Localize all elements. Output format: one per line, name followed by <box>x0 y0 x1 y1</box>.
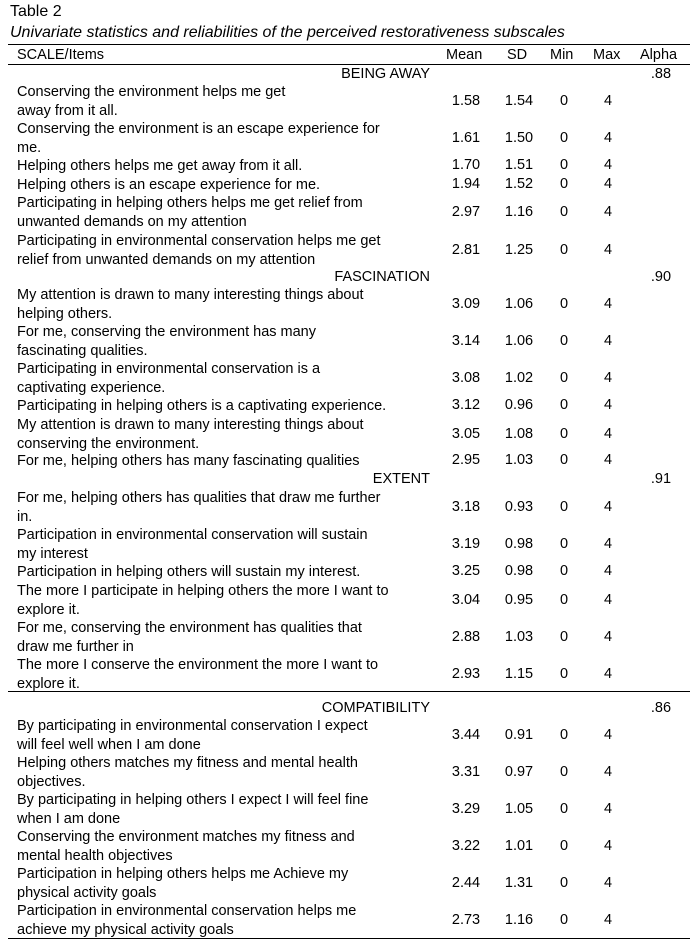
item-line: Conserving the environment matches my fitness and <box>17 829 355 845</box>
item-text <box>17 416 443 453</box>
cell-max: 4 <box>603 875 613 891</box>
item-line: conserving the environment. <box>17 435 200 452</box>
cell-sd: 0.95 <box>504 592 534 608</box>
cell-sd: 1.03 <box>504 629 534 645</box>
section-title: COMPATIBILITY <box>321 700 430 716</box>
item-text <box>17 563 443 582</box>
cell-mean: 3.25 <box>451 563 481 579</box>
item-line: my interest <box>17 545 88 562</box>
cell-sd: 0.91 <box>504 727 534 743</box>
item-line: Participating in helping others helps me get relief from <box>17 195 363 211</box>
item-line: Conserving the environment is an escape experience for <box>17 121 380 137</box>
cell-max: 4 <box>603 242 613 258</box>
item-text <box>17 656 443 693</box>
cell-mean: 2.88 <box>451 629 481 645</box>
item-line: Participation in helping others helps me Achieve my <box>17 866 349 882</box>
item-line: me. <box>17 139 42 156</box>
item-text <box>17 286 443 323</box>
cell-mean: 2.97 <box>451 204 481 220</box>
item-line: explore it. <box>17 675 80 692</box>
cell-sd: 1.52 <box>504 176 534 192</box>
cell-max: 4 <box>603 666 613 682</box>
cell-min: 0 <box>559 176 569 192</box>
section-title: BEING AWAY <box>341 66 430 82</box>
section-alpha: .86 <box>650 700 672 716</box>
cell-sd: 0.98 <box>504 563 534 579</box>
cell-mean: 3.14 <box>451 333 481 349</box>
cell-max: 4 <box>603 801 613 817</box>
item-line: Helping others helps me get away from it all. <box>17 158 303 174</box>
table-label: Table 2 <box>10 3 62 20</box>
cell-max: 4 <box>603 296 613 312</box>
cell-mean: 1.61 <box>451 130 481 146</box>
cell-min: 0 <box>559 242 569 258</box>
item-line: The more I participate in helping others the more I want to <box>17 583 389 599</box>
item-text <box>17 83 443 120</box>
cell-max: 4 <box>603 204 613 220</box>
cell-sd: 1.05 <box>504 801 534 817</box>
table-caption: Univariate statistics and reliabilities of the perceived restorativeness subscales <box>10 24 565 41</box>
cell-mean: 2.73 <box>451 912 481 928</box>
item-line: By participating in helping others I expect I will feel fine <box>17 792 369 808</box>
item-line: Participation in helping others will sustain my interest. <box>17 564 361 580</box>
cell-sd: 1.50 <box>504 130 534 146</box>
item-text <box>17 619 443 656</box>
item-line: captivating experience. <box>17 379 166 396</box>
cell-sd: 1.16 <box>504 204 534 220</box>
section-alpha: .90 <box>650 269 672 285</box>
cell-max: 4 <box>603 452 613 468</box>
item-line: The more I conserve the environment the more I want to <box>17 657 379 673</box>
cell-mean: 3.18 <box>451 499 481 515</box>
section-rule <box>8 691 690 692</box>
cell-max: 4 <box>603 93 613 109</box>
cell-max: 4 <box>603 333 613 349</box>
item-text <box>17 176 443 195</box>
item-text <box>17 582 443 619</box>
item-line: Participating in environmental conservation helps me get <box>17 233 381 249</box>
cell-min: 0 <box>559 801 569 817</box>
item-line: when I am done <box>17 810 121 827</box>
cell-min: 0 <box>559 333 569 349</box>
cell-sd: 1.03 <box>504 452 534 468</box>
header-sd: SD <box>507 47 528 63</box>
cell-min: 0 <box>559 296 569 312</box>
cell-max: 4 <box>603 592 613 608</box>
item-line: physical activity goals <box>17 884 157 901</box>
cell-min: 0 <box>559 764 569 780</box>
cell-mean: 3.12 <box>451 397 481 413</box>
item-text <box>17 120 443 157</box>
item-text <box>17 194 443 231</box>
cell-max: 4 <box>603 499 613 515</box>
cell-max: 4 <box>603 629 613 645</box>
item-line: My attention is drawn to many interesting things about <box>17 287 364 303</box>
item-line: helping others. <box>17 305 113 322</box>
cell-sd: 0.96 <box>504 397 534 413</box>
cell-max: 4 <box>603 838 613 854</box>
cell-min: 0 <box>559 875 569 891</box>
item-text <box>17 323 443 360</box>
cell-min: 0 <box>559 629 569 645</box>
cell-mean: 2.44 <box>451 875 481 891</box>
item-text <box>17 397 443 416</box>
cell-min: 0 <box>559 838 569 854</box>
item-text <box>17 865 443 902</box>
cell-mean: 2.93 <box>451 666 481 682</box>
item-text <box>17 902 443 939</box>
item-text <box>17 452 443 471</box>
cell-mean: 3.29 <box>451 801 481 817</box>
header-mean: Mean <box>446 47 483 63</box>
cell-sd: 1.06 <box>504 333 534 349</box>
item-line: Participating in environmental conservation is a <box>17 361 321 377</box>
cell-max: 4 <box>603 397 613 413</box>
item-text <box>17 232 443 269</box>
cell-sd: 0.93 <box>504 499 534 515</box>
item-line: draw me further in <box>17 638 134 655</box>
cell-sd: 1.15 <box>504 666 534 682</box>
item-text <box>17 754 443 791</box>
cell-max: 4 <box>603 727 613 743</box>
item-text <box>17 489 443 526</box>
item-line: Participation in environmental conservation will sustain <box>17 527 368 543</box>
item-text <box>17 717 443 754</box>
item-text <box>17 791 443 828</box>
cell-max: 4 <box>603 563 613 579</box>
cell-mean: 3.19 <box>451 536 481 552</box>
item-line: For me, conserving the environment has qualities that <box>17 620 362 636</box>
item-line: Conserving the environment helps me get <box>17 84 286 100</box>
item-text <box>17 526 443 563</box>
cell-min: 0 <box>559 397 569 413</box>
cell-min: 0 <box>559 204 569 220</box>
cell-sd: 1.02 <box>504 370 534 386</box>
item-line: explore it. <box>17 601 80 618</box>
item-text <box>17 828 443 865</box>
cell-sd: 1.54 <box>504 93 534 109</box>
cell-mean: 1.94 <box>451 176 481 192</box>
header-min: Min <box>550 47 574 63</box>
cell-min: 0 <box>559 426 569 442</box>
item-line: in. <box>17 508 33 525</box>
section-title: EXTENT <box>372 471 430 487</box>
cell-sd: 0.98 <box>504 536 534 552</box>
item-line: For me, helping others has qualities that draw me further <box>17 490 381 506</box>
cell-max: 4 <box>603 130 613 146</box>
item-line: objectives. <box>17 773 86 790</box>
item-line: achieve my physical activity goals <box>17 921 234 938</box>
cell-sd: 1.16 <box>504 912 534 928</box>
cell-sd: 1.08 <box>504 426 534 442</box>
item-line: Participating in helping others is a captivating experience. <box>17 398 387 414</box>
cell-mean: 3.44 <box>451 727 481 743</box>
cell-sd: 1.51 <box>504 157 534 173</box>
item-line: For me, helping others has many fascinating qualities <box>17 453 360 469</box>
item-line: Helping others is an escape experience for me. <box>17 177 321 193</box>
section-alpha: .91 <box>650 471 672 487</box>
section-alpha: .88 <box>650 66 672 82</box>
cell-sd: 1.25 <box>504 242 534 258</box>
cell-max: 4 <box>603 370 613 386</box>
cell-max: 4 <box>603 157 613 173</box>
cell-mean: 1.58 <box>451 93 481 109</box>
cell-sd: 1.06 <box>504 296 534 312</box>
item-line: away from it all. <box>17 102 118 119</box>
cell-min: 0 <box>559 93 569 109</box>
header-alpha: Alpha <box>640 47 678 63</box>
cell-min: 0 <box>559 563 569 579</box>
cell-mean: 2.81 <box>451 242 481 258</box>
cell-sd: 1.31 <box>504 875 534 891</box>
cell-mean: 3.05 <box>451 426 481 442</box>
cell-min: 0 <box>559 666 569 682</box>
item-line: mental health objectives <box>17 847 173 864</box>
item-line: fascinating qualities. <box>17 342 148 359</box>
cell-min: 0 <box>559 157 569 173</box>
item-line: Helping others matches my fitness and mental health <box>17 755 358 771</box>
item-text <box>17 157 443 176</box>
cell-max: 4 <box>603 426 613 442</box>
bottom-rule <box>8 938 690 939</box>
item-line: relief from unwanted demands on my attention <box>17 251 316 268</box>
item-line: unwanted demands on my attention <box>17 213 247 230</box>
section-title: FASCINATION <box>334 269 430 285</box>
cell-min: 0 <box>559 592 569 608</box>
item-line: My attention is drawn to many interesting things about <box>17 417 364 433</box>
cell-mean: 3.04 <box>451 592 481 608</box>
cell-mean: 2.95 <box>451 452 481 468</box>
cell-max: 4 <box>603 912 613 928</box>
cell-max: 4 <box>603 536 613 552</box>
cell-mean: 3.31 <box>451 764 481 780</box>
header-rule <box>8 64 690 65</box>
cell-min: 0 <box>559 130 569 146</box>
cell-mean: 1.70 <box>451 157 481 173</box>
cell-max: 4 <box>603 176 613 192</box>
item-text <box>17 360 443 397</box>
item-line: By participating in environmental conservation I expect <box>17 718 368 734</box>
cell-max: 4 <box>603 764 613 780</box>
item-line: will feel well when I am done <box>17 736 201 753</box>
cell-min: 0 <box>559 499 569 515</box>
cell-mean: 3.09 <box>451 296 481 312</box>
cell-mean: 3.22 <box>451 838 481 854</box>
item-line: Participation in environmental conservation helps me <box>17 903 357 919</box>
header-items: SCALE/Items <box>17 47 105 63</box>
item-line: For me, conserving the environment has many <box>17 324 316 340</box>
cell-min: 0 <box>559 536 569 552</box>
cell-min: 0 <box>559 727 569 743</box>
cell-min: 0 <box>559 912 569 928</box>
cell-mean: 3.08 <box>451 370 481 386</box>
top-rule <box>8 44 690 45</box>
cell-sd: 0.97 <box>504 764 534 780</box>
cell-sd: 1.01 <box>504 838 534 854</box>
cell-min: 0 <box>559 370 569 386</box>
cell-min: 0 <box>559 452 569 468</box>
header-max: Max <box>593 47 621 63</box>
